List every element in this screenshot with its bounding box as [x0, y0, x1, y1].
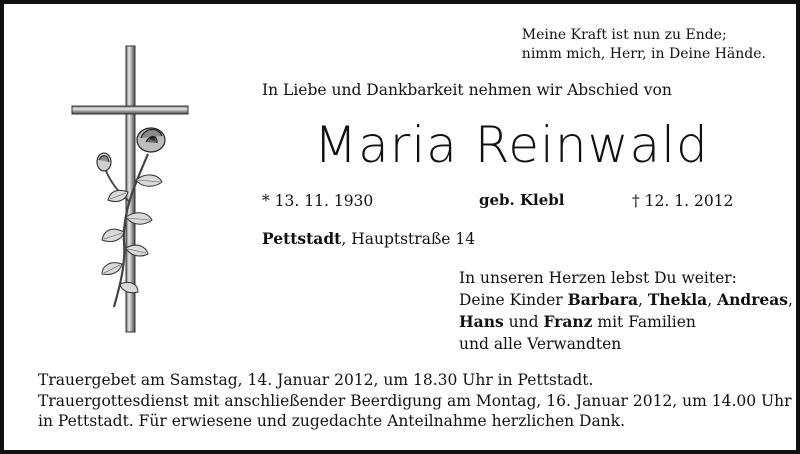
- service-line-3: in Pettstadt. Für erwiesene und zugedachte Anteilnahme herzlichen Dank.: [38, 412, 625, 430]
- memorial-line-2: [459, 289, 793, 311]
- separator: ,: [707, 291, 718, 309]
- deceased-name: Maria Reinwald: [314, 116, 709, 174]
- child-name: Andreas: [717, 290, 788, 309]
- child-name: Hans: [459, 312, 504, 331]
- memorial-line-1: In unseren Herzen lebst Du weiter:: [459, 269, 737, 287]
- maiden-name: geb. Klebl: [479, 191, 565, 209]
- epitaph-quote: [522, 26, 766, 64]
- address-street: , Hauptstraße 14: [341, 230, 476, 248]
- address-town: Pettstadt: [262, 229, 342, 248]
- memorial-text: [459, 267, 793, 355]
- birth-date: * 13. 11. 1930: [262, 192, 374, 210]
- service-line-2: Trauergottesdienst mit anschließender Beerdigung am Montag, 16. Januar 2012, um 14.00 Uhr: [38, 391, 792, 410]
- cross-with-rose-icon: [66, 42, 216, 342]
- families-text: mit Familien: [592, 313, 696, 331]
- quote-line-2: nimm mich, Herr, in Deine Hände.: [521, 46, 766, 62]
- quote-line-1: Meine Kraft ist nun zu Ende;: [521, 27, 727, 43]
- intro-text: In Liebe und Dankbarkeit nehmen wir Abschied von: [262, 81, 672, 99]
- child-name: Franz: [543, 312, 593, 331]
- child-name: Barbara: [567, 290, 638, 309]
- kids-prefix: Deine Kinder: [459, 291, 568, 309]
- address: [262, 229, 475, 249]
- child-name: Thekla: [647, 290, 708, 309]
- memorial-line-3: [459, 311, 793, 333]
- death-date: † 12. 1. 2012: [632, 192, 734, 210]
- and-text: und: [503, 313, 544, 331]
- memorial-line-4: und alle Verwandten: [459, 335, 622, 353]
- service-line-1: Trauergebet am Samstag, 14. Januar 2012, um 18.30 Uhr in Pettstadt.: [38, 371, 594, 389]
- separator: ,: [788, 291, 793, 309]
- separator: ,: [638, 291, 648, 309]
- service-info: [38, 370, 792, 432]
